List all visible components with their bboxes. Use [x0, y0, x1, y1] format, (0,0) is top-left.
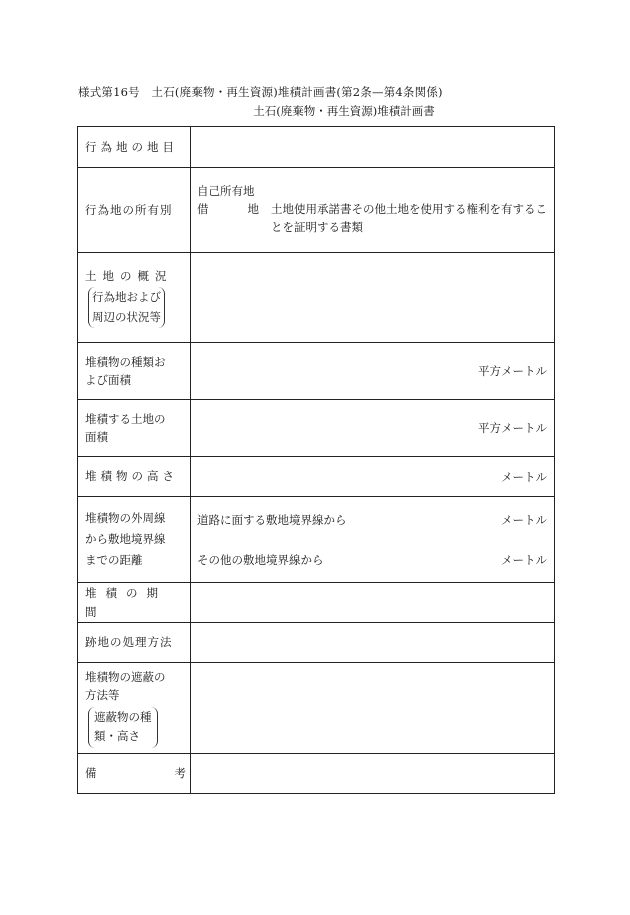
unit-square-meters: 平方メートル: [478, 421, 547, 435]
deposit-period-field[interactable]: [191, 583, 555, 623]
site-treatment-label: 跡地の処理方法: [78, 623, 191, 663]
deposit-type-area-label: 堆積物の種類お よび面積: [78, 343, 191, 400]
own-land-option: 自己所有地: [197, 184, 255, 199]
row-boundary-distance: [78, 497, 555, 583]
deposit-height-label: 堆積物の高さ: [78, 457, 191, 497]
ownership-label: 行為地の所有別: [78, 168, 191, 253]
land-overview-sub-label: 行為地および 周辺の状況等: [88, 287, 165, 328]
row-land-category: [78, 127, 555, 168]
boundary-distance-field[interactable]: [191, 497, 555, 583]
other-boundary-distance: その他の敷地境界線から メートル: [197, 552, 547, 567]
deposit-land-area-field[interactable]: [191, 400, 555, 457]
shielding-label: 堆積物の遮蔽の 方法等 遮蔽物の種 類・高さ: [78, 663, 191, 754]
form-title: 土石(廃棄物・再生資源)堆積計画書: [253, 104, 435, 118]
deposit-height-field[interactable]: [191, 457, 555, 497]
site-treatment-field[interactable]: [191, 623, 555, 663]
unit-square-meters: 平方メートル: [478, 364, 547, 378]
boundary-distance-label: 堆積物の外周線 から敷地境界線 までの距離: [78, 497, 191, 583]
row-deposit-type-area: [78, 343, 555, 400]
land-category-label: 行為地の地目: [78, 127, 191, 168]
row-site-treatment: [78, 623, 555, 663]
row-deposit-land-area: [78, 400, 555, 457]
row-deposit-period: [78, 583, 555, 623]
row-ownership: [78, 168, 555, 253]
unit-meters: メートル: [501, 469, 547, 484]
land-overview-field[interactable]: [191, 253, 555, 343]
deposit-period-label: 堆積の期間: [78, 583, 191, 623]
row-shielding: [78, 663, 555, 754]
remarks-field[interactable]: [191, 754, 555, 794]
road-boundary-distance: 道路に面する敷地境界線から メートル: [197, 512, 547, 527]
ownership-field[interactable]: [191, 168, 555, 253]
row-remarks: [78, 754, 555, 794]
remarks-label: 備 考: [78, 754, 191, 794]
leased-land-option: 借 地 土地使用承諾書その他土地を使用する権利を有するこ: [197, 202, 547, 217]
form-number: 様式第16号 土石(廃棄物・再生資源)堆積計画書(第2条—第4条関係): [78, 85, 443, 99]
deposit-type-area-field[interactable]: [191, 343, 555, 400]
deposit-plan-form: [77, 126, 555, 794]
shielding-sub-label: 遮蔽物の種 類・高さ: [88, 707, 158, 748]
row-land-overview: [78, 253, 555, 343]
row-deposit-height: [78, 457, 555, 497]
land-overview-label: 土地の概況 行為地および 周辺の状況等: [78, 253, 191, 343]
land-category-field[interactable]: [191, 127, 555, 168]
leased-land-doc-continued: とを証明する書類: [271, 219, 363, 234]
shielding-field[interactable]: [191, 663, 555, 754]
deposit-land-area-label: 堆積する土地の 面積: [78, 400, 191, 457]
